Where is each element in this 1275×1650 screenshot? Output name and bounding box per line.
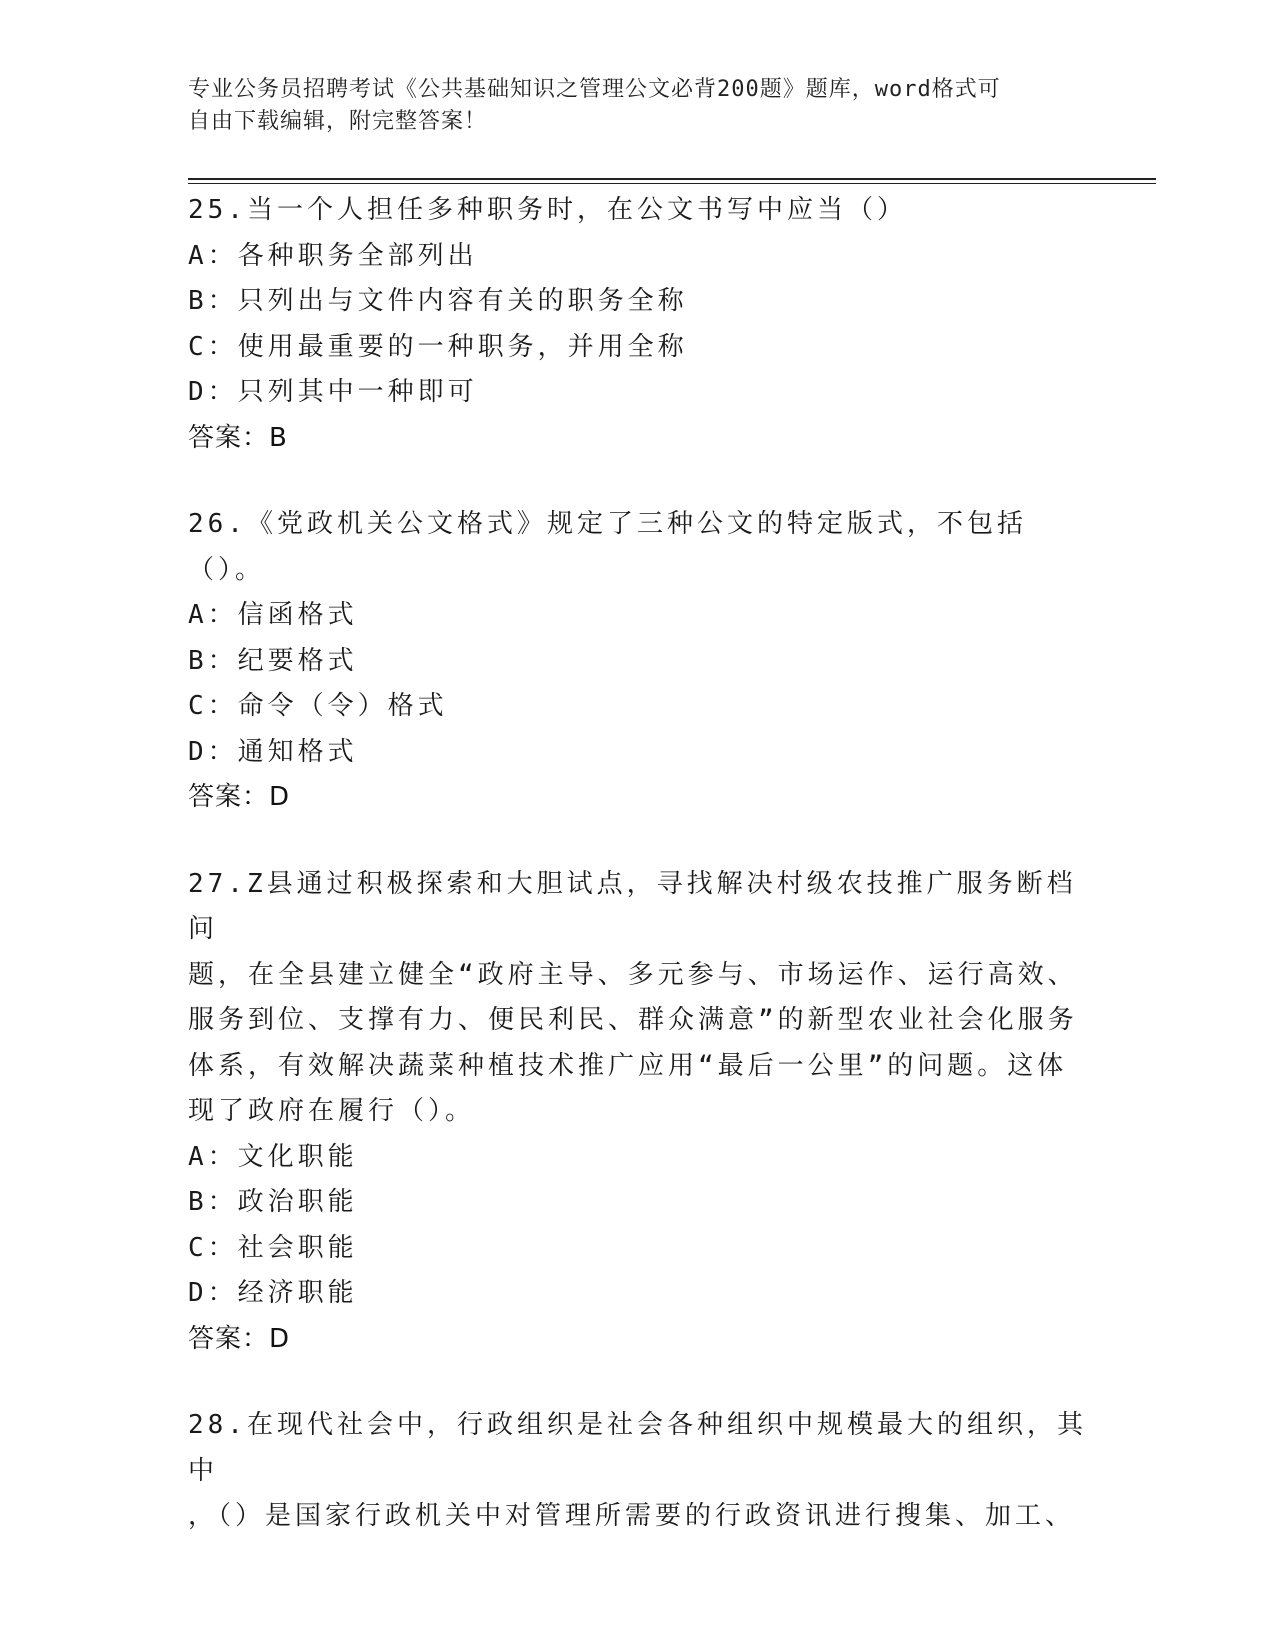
question-stem-line: 现了政府在履行（）。 bbox=[188, 1096, 476, 1126]
document-header bbox=[188, 74, 1068, 138]
header-line-2: 自由下载编辑，附完整答案！ bbox=[188, 109, 488, 134]
option-a: A：信函格式 bbox=[188, 600, 358, 630]
answer: 答案：D bbox=[188, 1323, 291, 1354]
option-a: A：各种职务全部列出 bbox=[188, 240, 478, 271]
option-b: B：政治职能 bbox=[188, 1187, 358, 1217]
question-list bbox=[188, 188, 1088, 1581]
question-28 bbox=[188, 1403, 1088, 1540]
question-27 bbox=[188, 862, 1088, 1363]
question-stem-line: 服务到位、支撑有力、便民利民、群众满意”的新型农业社会化服务 bbox=[188, 1005, 1078, 1035]
header-line-1: 专业公务员招聘考试《公共基础知识之管理公文必背200题》题库，word格式可 bbox=[188, 77, 1001, 102]
option-c: C：社会职能 bbox=[188, 1232, 358, 1263]
option-a: A：文化职能 bbox=[188, 1141, 358, 1172]
option-b: B：纪要格式 bbox=[188, 645, 358, 676]
question-26 bbox=[188, 502, 1088, 821]
header-divider-thin bbox=[188, 183, 1156, 184]
question-stem-line: 体系，有效解决蔬菜种植技术推广应用“最后一公里”的问题。这体 bbox=[188, 1050, 1068, 1081]
question-stem-line: 28.在现代社会中，行政组织是社会各种组织中规模最大的组织，其中 bbox=[188, 1410, 1087, 1486]
answer: 答案：B bbox=[188, 422, 288, 453]
option-d: D：只列其中一种即可 bbox=[188, 377, 478, 407]
question-25 bbox=[188, 188, 1088, 461]
question-stem-line: ，（）是国家行政机关中对管理所需要的行政资讯进行搜集、加工、 bbox=[188, 1501, 1076, 1531]
option-d: D：经济职能 bbox=[188, 1278, 358, 1308]
question-stem: 26.《党政机关公文格式》规定了三种公文的特定版式，不包括（）。 bbox=[188, 509, 1027, 585]
answer: 答案：D bbox=[188, 782, 291, 812]
option-c: C：使用最重要的一种职务，并用全称 bbox=[188, 331, 688, 362]
question-stem-line: 题，在全县建立健全“政府主导、多元参与、市场运作、运行高效、 bbox=[188, 959, 1078, 990]
option-b: B：只列出与文件内容有关的职务全称 bbox=[188, 286, 688, 316]
question-stem-line: 27.Z县通过积极探索和大胆试点，寻找解决村级农技推广服务断档问 bbox=[188, 868, 1077, 944]
question-stem: 25.当一个人担任多种职务时，在公文书写中应当（） bbox=[188, 195, 907, 225]
option-d: D：通知格式 bbox=[188, 736, 358, 767]
option-c: C：命令（令）格式 bbox=[188, 691, 448, 721]
header-divider-thick bbox=[188, 178, 1156, 180]
